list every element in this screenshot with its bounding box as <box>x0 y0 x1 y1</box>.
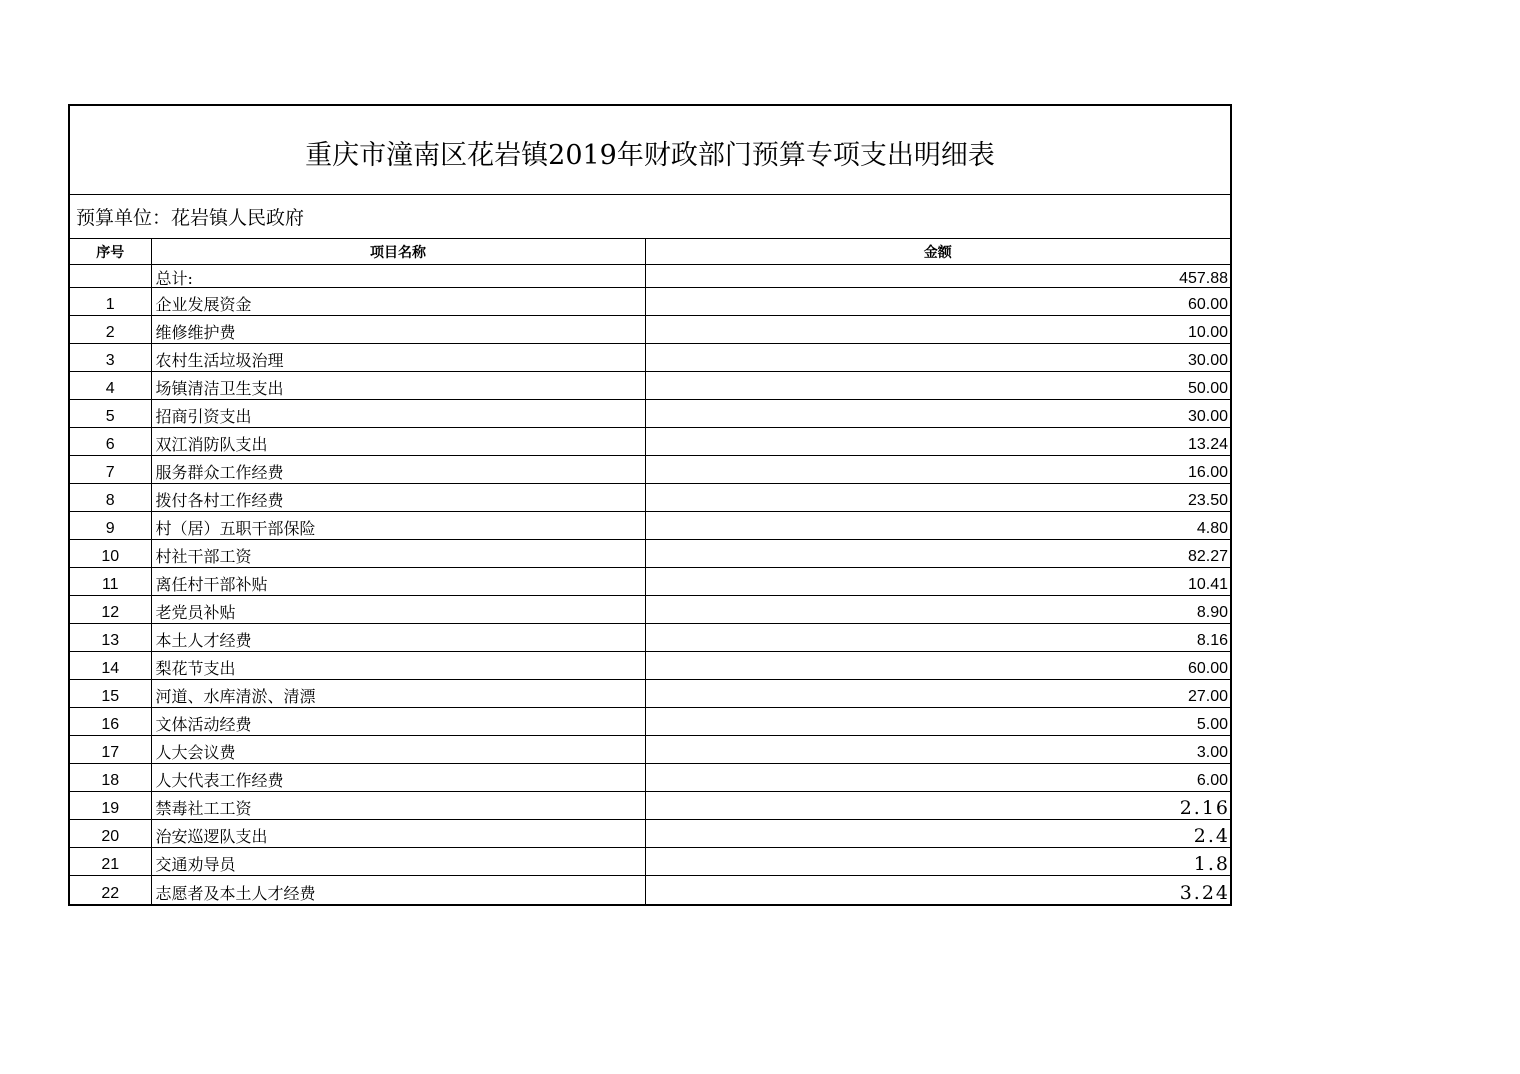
row-item-name: 河道、水库清淤、清漂 <box>151 680 645 708</box>
title-row <box>70 106 1230 195</box>
row-amount: 5.00 <box>645 708 1230 736</box>
row-seq: 8 <box>70 484 151 512</box>
total-label: 总计: <box>151 265 645 288</box>
table-row <box>70 484 1230 512</box>
table-row <box>70 288 1230 316</box>
row-amount: 13.24 <box>645 428 1230 456</box>
table-row <box>70 596 1230 624</box>
row-item-name: 场镇清洁卫生支出 <box>151 372 645 400</box>
row-item-name: 人大代表工作经费 <box>151 764 645 792</box>
row-amount: 10.00 <box>645 316 1230 344</box>
table-row <box>70 652 1230 680</box>
row-item-name: 农村生活垃圾治理 <box>151 344 645 372</box>
table-row <box>70 848 1230 876</box>
row-seq: 19 <box>70 792 151 820</box>
row-amount: 30.00 <box>645 400 1230 428</box>
row-amount: 60.00 <box>645 652 1230 680</box>
row-seq: 7 <box>70 456 151 484</box>
row-seq: 18 <box>70 764 151 792</box>
table-row <box>70 344 1230 372</box>
row-seq: 20 <box>70 820 151 848</box>
row-item-name: 维修维护费 <box>151 316 645 344</box>
row-amount: 4.80 <box>645 512 1230 540</box>
table-row <box>70 456 1230 484</box>
row-seq: 21 <box>70 848 151 876</box>
row-seq: 10 <box>70 540 151 568</box>
table-row <box>70 316 1230 344</box>
row-amount: 50.00 <box>645 372 1230 400</box>
row-seq: 11 <box>70 568 151 596</box>
row-item-name: 服务群众工作经费 <box>151 456 645 484</box>
row-seq: 13 <box>70 624 151 652</box>
row-amount: 8.90 <box>645 596 1230 624</box>
row-item-name: 双江消防队支出 <box>151 428 645 456</box>
row-amount: 3.24 <box>645 876 1230 904</box>
row-seq: 2 <box>70 316 151 344</box>
table-row <box>70 708 1230 736</box>
budget-unit-row <box>70 195 1230 239</box>
header-name: 项目名称 <box>151 239 645 265</box>
table-row <box>70 792 1230 820</box>
row-item-name: 拨付各村工作经费 <box>151 484 645 512</box>
header-amount: 金额 <box>645 239 1230 265</box>
row-seq: 6 <box>70 428 151 456</box>
row-amount: 8.16 <box>645 624 1230 652</box>
row-amount: 60.00 <box>645 288 1230 316</box>
table-row <box>70 540 1230 568</box>
table-row <box>70 372 1230 400</box>
total-amount: 457.88 <box>645 265 1230 288</box>
table-row <box>70 820 1230 848</box>
table-row <box>70 876 1230 904</box>
budget-unit-label: 预算单位：花岩镇人民政府 <box>76 207 305 229</box>
row-item-name: 企业发展资金 <box>151 288 645 316</box>
total-seq-cell <box>70 265 151 288</box>
row-seq: 9 <box>70 512 151 540</box>
row-seq: 14 <box>70 652 151 680</box>
row-item-name: 交通劝导员 <box>151 848 645 876</box>
row-amount: 2.4 <box>645 820 1230 848</box>
row-seq: 16 <box>70 708 151 736</box>
table-header-row <box>70 239 1230 265</box>
row-seq: 22 <box>70 876 151 904</box>
row-amount: 2.16 <box>645 792 1230 820</box>
row-amount: 30.00 <box>645 344 1230 372</box>
table-row <box>70 624 1230 652</box>
row-item-name: 梨花节支出 <box>151 652 645 680</box>
total-row <box>70 265 1230 288</box>
row-amount: 6.00 <box>645 764 1230 792</box>
row-seq: 17 <box>70 736 151 764</box>
row-seq: 3 <box>70 344 151 372</box>
row-seq: 4 <box>70 372 151 400</box>
budget-sheet <box>68 104 1232 906</box>
row-item-name: 本土人才经费 <box>151 624 645 652</box>
table-row <box>70 680 1230 708</box>
row-item-name: 治安巡逻队支出 <box>151 820 645 848</box>
row-amount: 27.00 <box>645 680 1230 708</box>
row-item-name: 村（居）五职干部保险 <box>151 512 645 540</box>
table-row <box>70 428 1230 456</box>
expenditure-table <box>70 239 1230 904</box>
row-amount: 82.27 <box>645 540 1230 568</box>
row-item-name: 禁毒社工工资 <box>151 792 645 820</box>
row-seq: 15 <box>70 680 151 708</box>
row-amount: 3.00 <box>645 736 1230 764</box>
row-item-name: 老党员补贴 <box>151 596 645 624</box>
row-seq: 12 <box>70 596 151 624</box>
page-title: 重庆市潼南区花岩镇2019年财政部门预算专项支出明细表 <box>305 139 995 171</box>
row-amount: 10.41 <box>645 568 1230 596</box>
table-row <box>70 568 1230 596</box>
row-amount: 23.50 <box>645 484 1230 512</box>
row-item-name: 村社干部工资 <box>151 540 645 568</box>
table-row <box>70 736 1230 764</box>
row-item-name: 志愿者及本土人才经费 <box>151 876 645 904</box>
row-item-name: 文体活动经费 <box>151 708 645 736</box>
row-amount: 16.00 <box>645 456 1230 484</box>
table-row <box>70 400 1230 428</box>
row-amount: 1.8 <box>645 848 1230 876</box>
table-row <box>70 512 1230 540</box>
row-item-name: 人大会议费 <box>151 736 645 764</box>
row-seq: 5 <box>70 400 151 428</box>
header-seq: 序号 <box>70 239 151 265</box>
row-item-name: 离任村干部补贴 <box>151 568 645 596</box>
row-seq: 1 <box>70 288 151 316</box>
table-row <box>70 764 1230 792</box>
row-item-name: 招商引资支出 <box>151 400 645 428</box>
